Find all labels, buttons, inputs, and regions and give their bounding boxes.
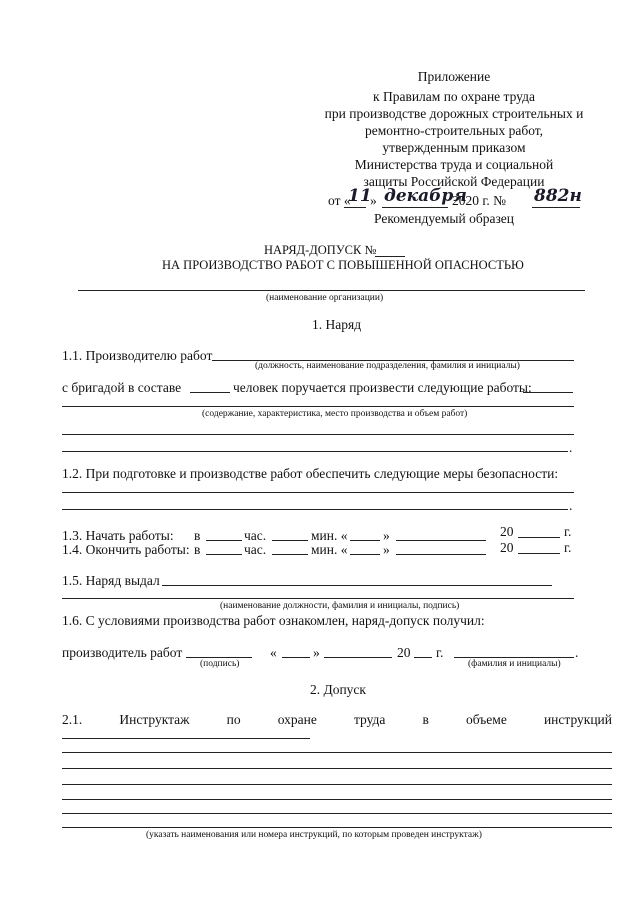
p21-word: Инструктаж — [119, 712, 190, 727]
instructions-line[interactable] — [62, 752, 612, 753]
period-mark: . — [569, 498, 573, 513]
works-caption: (содержание, характеристика, место производства и объем работ) — [202, 409, 468, 419]
issued-by-field[interactable] — [162, 585, 552, 586]
date-day-handwritten: 11 — [348, 186, 372, 206]
start-minute-field[interactable] — [272, 540, 308, 541]
p16-label: 1.6. С условиями производства работ ознакомлен, наряд-допуск получил: — [62, 613, 485, 628]
p15-caption: (наименование должности, фамилия и инициалы, подпись) — [220, 601, 460, 611]
title-line-2: НА ПРОИЗВОДСТВО РАБОТ С ПОВЫШЕННОЙ ОПАСНОСТЬЮ — [162, 258, 524, 272]
year-20: 20 — [397, 645, 411, 660]
performer-signature-field[interactable] — [186, 657, 252, 658]
works-field-line[interactable] — [62, 406, 574, 407]
instructions-line[interactable] — [62, 813, 612, 814]
period-mark: . — [575, 645, 579, 660]
header-line: утвержденным приказом — [382, 140, 526, 155]
p21-word: труда — [353, 712, 386, 727]
start-year-field[interactable] — [518, 537, 560, 538]
header-line: к Правилам по охране труда — [373, 89, 535, 104]
p14-label: 1.4. Окончить работы: — [62, 542, 190, 557]
p21-word: в — [422, 712, 429, 727]
instructions-line[interactable] — [62, 768, 612, 769]
end-hour-field[interactable] — [206, 554, 242, 555]
start-hour-field[interactable] — [206, 540, 242, 541]
end-minute-field[interactable] — [272, 554, 308, 555]
start-day-field[interactable] — [350, 540, 380, 541]
order-number-handwritten: 882н — [534, 186, 582, 206]
quote-close: » — [383, 542, 390, 557]
issued-by-field-line[interactable] — [62, 598, 574, 599]
p21-caption: (указать наименования или номера инструкций, по которым проведен инструктаж) — [146, 830, 482, 840]
performer-day-field[interactable] — [282, 657, 310, 658]
p12-label: 1.2. При подготовке и производстве работ обеспечить следующие меры безопасности: — [62, 466, 559, 481]
year-suffix: г. — [564, 524, 572, 539]
p13-label: 1.3. Начать работы: — [62, 528, 174, 543]
instructions-field-start[interactable] — [62, 738, 310, 739]
year-g: г. — [436, 645, 444, 660]
header-line: Министерства труда и социальной — [354, 157, 554, 172]
year-prefix: 20 — [500, 524, 514, 539]
p15-label: 1.5. Наряд выдал — [62, 573, 160, 588]
end-day-field[interactable] — [350, 554, 380, 555]
period-mark: . — [569, 440, 573, 455]
sample-note: Рекомендуемый образец — [374, 211, 515, 226]
section-1-heading: 1. Наряд — [312, 317, 362, 332]
year-suffix: г. — [564, 540, 572, 555]
hours-label: час. — [244, 542, 267, 557]
p21-word: объеме — [466, 712, 507, 727]
safety-measures-line[interactable] — [62, 509, 568, 510]
header-line: при производстве дорожных строительных и — [324, 106, 584, 121]
p11-label: 1.1. Производителю работ — [62, 348, 213, 363]
end-year-field[interactable] — [518, 553, 560, 554]
header-line: ремонтно-строительных работ, — [364, 123, 544, 138]
date-open: « — [270, 645, 277, 660]
end-month-field[interactable] — [396, 554, 486, 555]
organization-field[interactable] — [78, 290, 585, 291]
quote-close: » — [383, 528, 390, 543]
date-month-handwritten: декабря — [384, 186, 467, 206]
works-field-start[interactable] — [523, 392, 573, 393]
date-close: » — [313, 645, 320, 660]
works-field-line[interactable] — [62, 451, 568, 452]
date-mid: » — [370, 193, 377, 208]
name-caption: (фамилия и инициалы) — [468, 659, 561, 669]
minutes-label: мин. « — [311, 528, 348, 543]
time-in-label: в — [194, 542, 201, 557]
brigade-size-field[interactable] — [190, 392, 230, 393]
p21-word: инструкций — [543, 712, 612, 727]
date-prefix: от « — [328, 193, 351, 208]
p21-line — [62, 712, 612, 728]
time-in-label: в — [194, 528, 201, 543]
title-line-1: НАРЯД-ДОПУСК № — [264, 243, 377, 257]
performer-month-field[interactable] — [324, 657, 392, 658]
p11-caption: (должность, наименование подразделения, фамилия и инициалы) — [255, 361, 520, 371]
signature-caption: (подпись) — [200, 659, 240, 669]
permit-number-field[interactable] — [375, 256, 405, 257]
safety-measures-line[interactable] — [62, 492, 574, 493]
brigade-label-a: с бригадой в составе — [62, 380, 182, 395]
year-prefix: 20 — [500, 540, 514, 555]
minutes-label: мин. « — [311, 542, 348, 557]
instructions-line[interactable] — [62, 784, 612, 785]
section-2-heading: 2. Допуск — [310, 682, 366, 697]
performer-year-field[interactable] — [414, 657, 432, 658]
brigade-label-b: человек поручается произвести следующие работы: — [233, 380, 532, 395]
start-month-field[interactable] — [396, 540, 486, 541]
performer-label: производитель работ — [62, 645, 183, 660]
organization-caption: (наименование организации) — [266, 293, 384, 303]
header-line: Приложение — [417, 69, 491, 84]
performer-name-field[interactable] — [454, 657, 574, 658]
works-field-line[interactable] — [62, 434, 574, 435]
date-month-line — [382, 207, 448, 208]
date-year: 2020 г. № — [452, 193, 507, 208]
p21-word: 2.1. — [62, 712, 83, 727]
instructions-line[interactable] — [62, 799, 612, 800]
order-number-line — [532, 207, 580, 208]
p21-word: по — [226, 712, 241, 727]
p21-word: охране — [277, 712, 317, 727]
date-day-line — [344, 207, 366, 208]
hours-label: час. — [244, 528, 267, 543]
header-line: защиты Российской Федерации — [363, 174, 545, 189]
instructions-line[interactable] — [62, 827, 612, 828]
